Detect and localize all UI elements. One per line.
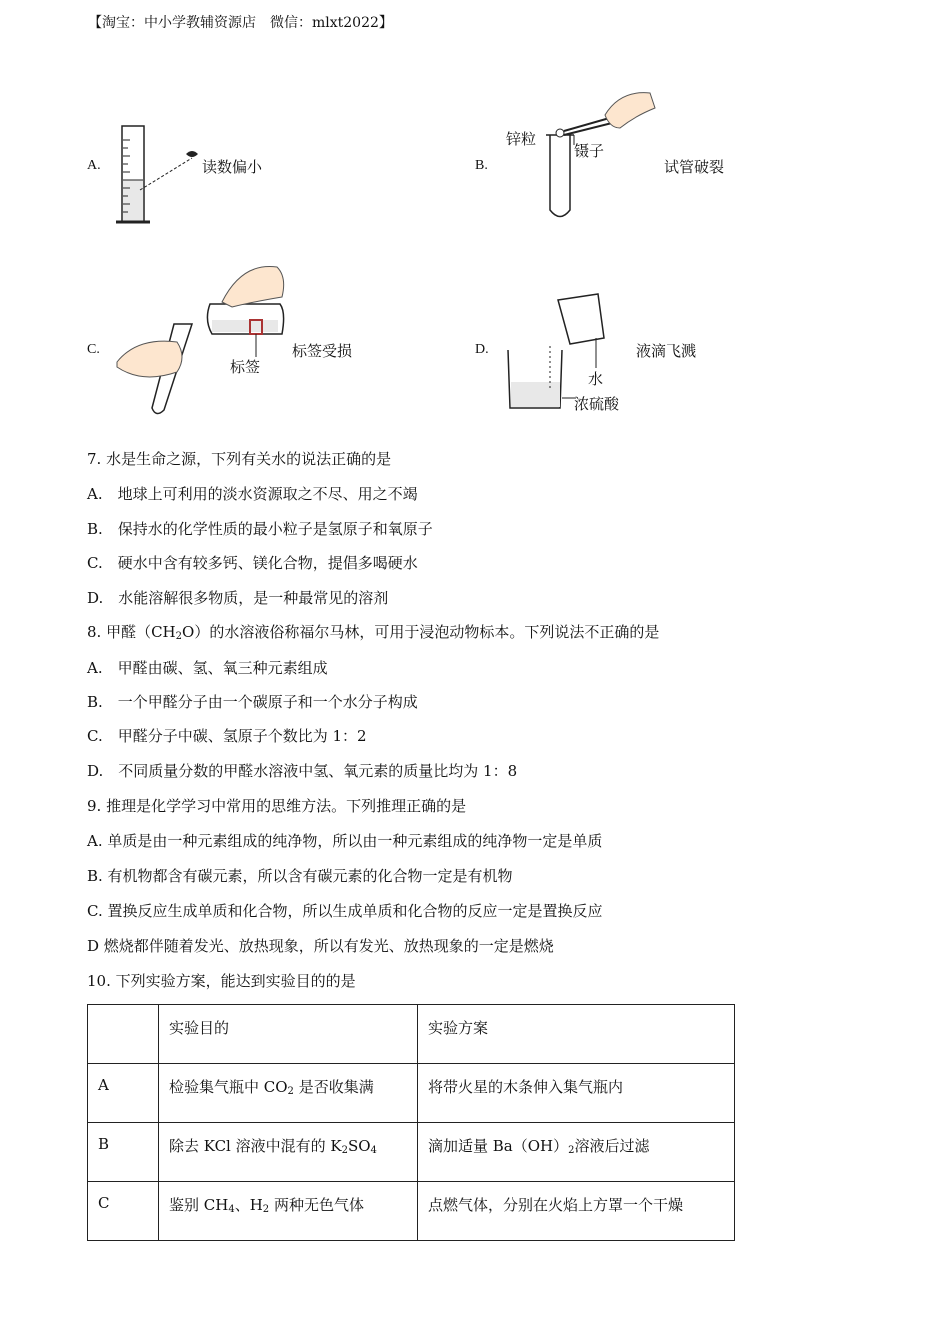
row-key: A (88, 1064, 159, 1123)
q10-stem: 10. 下列实验方案，能达到实验目的的是 (87, 972, 356, 990)
table-row (88, 1064, 735, 1123)
q7-stem: 7. 水是生命之源，下列有关水的说法正确的是 (87, 450, 392, 468)
row-key: C (88, 1182, 159, 1241)
zinc-label: 锌粒 (506, 130, 537, 148)
q7-option-c: C. 硬水中含有较多钙、镁化合物，提倡多喝硬水 (87, 554, 418, 572)
row-key: B (88, 1123, 159, 1182)
pouring-liquid-figure (112, 262, 292, 417)
q8-option-c: C. 甲醛分子中碳、氢原子个数比为 1：2 (87, 727, 367, 745)
tweezers-label: 镊子 (574, 142, 605, 160)
experiment-table (87, 1004, 735, 1241)
row-goal: 检验集气瓶中 $CO_2$ 是否收集满 (159, 1064, 418, 1123)
hand-icon (117, 341, 182, 377)
q9-option-d: D 燃烧都伴随着发光、放热现象，所以有发光、放热现象的一定是燃烧 (87, 937, 554, 955)
q7-option-b: B. 保持水的化学性质的最小粒子是氢原子和氧原子 (87, 520, 433, 538)
water-label: 水 (588, 370, 604, 388)
figure-c-letter: C. (87, 342, 100, 357)
row-plan: 滴加适量 $Ba(OH)_2$溶液后过滤 (418, 1123, 735, 1182)
q9-option-a: A. 单质是由一种元素组成的纯净物，所以由一种元素组成的纯净物一定是单质 (87, 832, 603, 850)
eye-icon (186, 151, 198, 157)
q9-option-b: B. 有机物都含有碳元素，所以含有碳元素的化合物一定是有机物 (87, 867, 513, 885)
row-goal: 除去 KCl 溶液中混有的 $K_2SO_4$ (159, 1123, 418, 1182)
figure-a-letter: A. (87, 158, 101, 173)
q7-option-a: A. 地球上可利用的淡水资源取之不尽、用之不竭 (87, 485, 418, 503)
table-header-row (88, 1005, 735, 1064)
hand-icon (222, 266, 284, 307)
page-header: 【淘宝：中小学教辅资源店 微信：mlxt2022】 (88, 15, 393, 31)
label-tag: 标签 (230, 358, 261, 376)
row-plan: 点燃气体，分别在火焰上方罩一个干燥 (418, 1182, 735, 1241)
table-row (88, 1182, 735, 1241)
row-plan: 将带火星的木条伸入集气瓶内 (418, 1064, 735, 1123)
table-header-cell: 实验目的 (159, 1005, 418, 1064)
q8-stem: 8. 甲醛$(CH_2O)$的水溶液俗称福尔马林，可用于浸泡动物标本。下列说法不正确的是 (87, 623, 660, 642)
figure-d-letter: D. (475, 342, 489, 357)
q9-option-c: C. 置换反应生成单质和化合物，所以生成单质和化合物的反应一定是置换反应 (87, 902, 603, 920)
q8-option-a: A. 甲醛由碳、氢、氧三种元素组成 (87, 659, 328, 677)
q9-stem: 9. 推理是化学学习中常用的思维方法。下列推理正确的是 (87, 797, 467, 815)
q8-option-d: D. 不同质量分数的甲醛水溶液中氢、氧元素的质量比均为 1：8 (87, 762, 518, 780)
q8-option-b: B. 一个甲醛分子由一个碳原子和一个水分子构成 (87, 693, 418, 711)
table-row (88, 1123, 735, 1182)
figure-b-caption: 试管破裂 (664, 158, 725, 176)
figure-d-caption: 液滴飞溅 (636, 342, 697, 360)
sulfuric-acid-label: 浓硫酸 (574, 395, 620, 413)
table-header-cell: 实验方案 (418, 1005, 735, 1064)
graduated-cylinder-figure (110, 120, 210, 230)
figure-a-caption: 读数偏小 (202, 158, 263, 176)
row-goal: 鉴别 $CH_4$、$H_2$ 两种无色气体 (159, 1182, 418, 1241)
figure-c-caption: 标签受损 (292, 342, 353, 360)
hand-icon (605, 93, 655, 128)
q7-option-d: D. 水能溶解很多物质，是一种最常见的溶剂 (87, 589, 389, 607)
table-header-cell (88, 1005, 159, 1064)
figure-b-letter: B. (475, 158, 488, 173)
